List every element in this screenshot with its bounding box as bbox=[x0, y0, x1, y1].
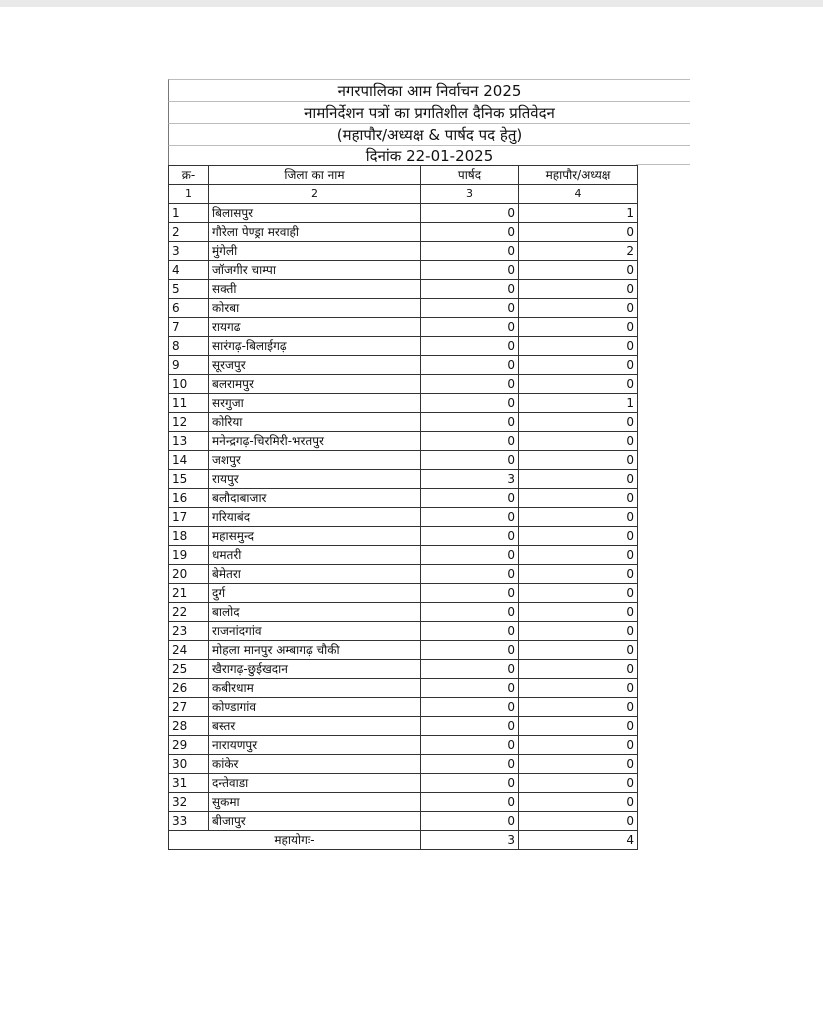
district-cell: दन्तेवाडा bbox=[209, 774, 421, 793]
serial-cell: 8 bbox=[169, 337, 209, 356]
parshad-cell: 0 bbox=[421, 698, 519, 717]
col-header-parshad: पार्षद bbox=[421, 166, 519, 185]
table-row bbox=[169, 755, 638, 774]
district-cell: रायगढ bbox=[209, 318, 421, 337]
mahapaur-cell: 0 bbox=[519, 774, 638, 793]
mahapaur-cell: 0 bbox=[519, 451, 638, 470]
table-row bbox=[169, 337, 638, 356]
table-row bbox=[169, 622, 638, 641]
mahapaur-cell: 0 bbox=[519, 793, 638, 812]
mahapaur-cell: 0 bbox=[519, 546, 638, 565]
col-number-4: 4 bbox=[519, 185, 638, 204]
total-mahapaur: 4 bbox=[519, 831, 638, 850]
parshad-cell: 0 bbox=[421, 603, 519, 622]
parshad-cell: 0 bbox=[421, 413, 519, 432]
serial-cell: 1 bbox=[169, 204, 209, 223]
district-cell: महासमुन्द bbox=[209, 527, 421, 546]
total-parshad: 3 bbox=[421, 831, 519, 850]
serial-cell: 27 bbox=[169, 698, 209, 717]
mahapaur-cell: 0 bbox=[519, 660, 638, 679]
serial-cell: 3 bbox=[169, 242, 209, 261]
parshad-cell: 0 bbox=[421, 394, 519, 413]
serial-cell: 28 bbox=[169, 717, 209, 736]
serial-cell: 7 bbox=[169, 318, 209, 337]
table-row bbox=[169, 318, 638, 337]
district-cell: जशपुर bbox=[209, 451, 421, 470]
parshad-cell: 0 bbox=[421, 793, 519, 812]
table-row bbox=[169, 812, 638, 831]
district-cell: राजनांदगांव bbox=[209, 622, 421, 641]
district-cell: बस्तर bbox=[209, 717, 421, 736]
table-row bbox=[169, 375, 638, 394]
district-cell: सूरजपुर bbox=[209, 356, 421, 375]
parshad-cell: 0 bbox=[421, 508, 519, 527]
table-row bbox=[169, 660, 638, 679]
report-date-row bbox=[168, 145, 690, 165]
serial-cell: 14 bbox=[169, 451, 209, 470]
district-cell: बलरामपुर bbox=[209, 375, 421, 394]
parshad-cell: 3 bbox=[421, 470, 519, 489]
parshad-cell: 0 bbox=[421, 280, 519, 299]
mahapaur-cell: 1 bbox=[519, 394, 638, 413]
parshad-cell: 0 bbox=[421, 641, 519, 660]
serial-cell: 32 bbox=[169, 793, 209, 812]
district-cell: सरगुजा bbox=[209, 394, 421, 413]
table-row bbox=[169, 413, 638, 432]
mahapaur-cell: 0 bbox=[519, 318, 638, 337]
parshad-cell: 0 bbox=[421, 774, 519, 793]
parshad-cell: 0 bbox=[421, 622, 519, 641]
mahapaur-cell: 0 bbox=[519, 299, 638, 318]
mahapaur-cell: 0 bbox=[519, 584, 638, 603]
district-cell: बीजापुर bbox=[209, 812, 421, 831]
report-title: नगरपालिका आम निर्वाचन 2025 bbox=[337, 81, 522, 100]
serial-cell: 25 bbox=[169, 660, 209, 679]
serial-cell: 9 bbox=[169, 356, 209, 375]
mahapaur-cell: 0 bbox=[519, 261, 638, 280]
parshad-cell: 0 bbox=[421, 546, 519, 565]
parshad-cell: 0 bbox=[421, 242, 519, 261]
parshad-cell: 0 bbox=[421, 660, 519, 679]
district-cell: कोण्डागांव bbox=[209, 698, 421, 717]
serial-cell: 4 bbox=[169, 261, 209, 280]
district-cell: नारायणपुर bbox=[209, 736, 421, 755]
table-row bbox=[169, 641, 638, 660]
total-row bbox=[169, 831, 638, 850]
mahapaur-cell: 2 bbox=[519, 242, 638, 261]
report-date: दिनांक 22-01-2025 bbox=[365, 146, 494, 165]
district-cell: सक्ती bbox=[209, 280, 421, 299]
col-number-1: 1 bbox=[169, 185, 209, 204]
parshad-cell: 0 bbox=[421, 375, 519, 394]
table-row bbox=[169, 603, 638, 622]
serial-cell: 6 bbox=[169, 299, 209, 318]
top-band bbox=[0, 0, 823, 7]
parshad-cell: 0 bbox=[421, 812, 519, 831]
parshad-cell: 0 bbox=[421, 451, 519, 470]
parshad-cell: 0 bbox=[421, 584, 519, 603]
mahapaur-cell: 0 bbox=[519, 470, 638, 489]
report-posts-row bbox=[168, 123, 690, 145]
parshad-cell: 0 bbox=[421, 204, 519, 223]
serial-cell: 33 bbox=[169, 812, 209, 831]
total-label: महायोगः- bbox=[169, 831, 421, 850]
parshad-cell: 0 bbox=[421, 565, 519, 584]
col-number-2: 2 bbox=[209, 185, 421, 204]
parshad-cell: 0 bbox=[421, 261, 519, 280]
table-row bbox=[169, 280, 638, 299]
table-row bbox=[169, 736, 638, 755]
mahapaur-cell: 0 bbox=[519, 223, 638, 242]
serial-cell: 23 bbox=[169, 622, 209, 641]
parshad-cell: 0 bbox=[421, 717, 519, 736]
report-posts: (महापौर/अध्यक्ष & पार्षद पद हेतु) bbox=[336, 125, 523, 144]
mahapaur-cell: 0 bbox=[519, 679, 638, 698]
col-number-3: 3 bbox=[421, 185, 519, 204]
table-row bbox=[169, 470, 638, 489]
parshad-cell: 0 bbox=[421, 736, 519, 755]
table-row bbox=[169, 565, 638, 584]
district-cell: सारंगढ़-बिलाईगढ़ bbox=[209, 337, 421, 356]
district-cell: बेमेतरा bbox=[209, 565, 421, 584]
report-subtitle: नामनिर्देशन पत्रों का प्रगतिशील दैनिक प्रतिवेदन bbox=[304, 103, 555, 122]
table-row bbox=[169, 394, 638, 413]
district-cell: बलौदाबाजार bbox=[209, 489, 421, 508]
district-cell: कबीरधाम bbox=[209, 679, 421, 698]
serial-cell: 22 bbox=[169, 603, 209, 622]
serial-cell: 24 bbox=[169, 641, 209, 660]
table-row bbox=[169, 223, 638, 242]
table-row bbox=[169, 432, 638, 451]
parshad-cell: 0 bbox=[421, 337, 519, 356]
table-header-row bbox=[169, 166, 638, 185]
district-cell: बिलासपुर bbox=[209, 204, 421, 223]
table-row bbox=[169, 527, 638, 546]
district-cell: मोहला मानपुर अम्बागढ़ चौकी bbox=[209, 641, 421, 660]
district-cell: धमतरी bbox=[209, 546, 421, 565]
serial-cell: 19 bbox=[169, 546, 209, 565]
parshad-cell: 0 bbox=[421, 318, 519, 337]
serial-cell: 26 bbox=[169, 679, 209, 698]
district-cell: मुंगेली bbox=[209, 242, 421, 261]
district-cell: खैरागढ़-छुईखदान bbox=[209, 660, 421, 679]
mahapaur-cell: 1 bbox=[519, 204, 638, 223]
table-row bbox=[169, 489, 638, 508]
table-row bbox=[169, 793, 638, 812]
mahapaur-cell: 0 bbox=[519, 812, 638, 831]
report-title-row bbox=[168, 79, 690, 101]
table-row bbox=[169, 717, 638, 736]
table-row bbox=[169, 584, 638, 603]
district-cell: रायपुर bbox=[209, 470, 421, 489]
district-cell: बालोद bbox=[209, 603, 421, 622]
serial-cell: 13 bbox=[169, 432, 209, 451]
parshad-cell: 0 bbox=[421, 489, 519, 508]
district-cell: सुकमा bbox=[209, 793, 421, 812]
report-sheet bbox=[168, 79, 690, 850]
table-row bbox=[169, 698, 638, 717]
table-row bbox=[169, 679, 638, 698]
district-cell: कोरिया bbox=[209, 413, 421, 432]
district-cell: मनेन्द्रगढ़-चिरमिरी-भरतपुर bbox=[209, 432, 421, 451]
mahapaur-cell: 0 bbox=[519, 717, 638, 736]
parshad-cell: 0 bbox=[421, 223, 519, 242]
table-row bbox=[169, 356, 638, 375]
table-row bbox=[169, 261, 638, 280]
serial-cell: 11 bbox=[169, 394, 209, 413]
report-subtitle-row bbox=[168, 101, 690, 123]
mahapaur-cell: 0 bbox=[519, 622, 638, 641]
mahapaur-cell: 0 bbox=[519, 432, 638, 451]
serial-cell: 15 bbox=[169, 470, 209, 489]
mahapaur-cell: 0 bbox=[519, 375, 638, 394]
column-number-row bbox=[169, 185, 638, 204]
serial-cell: 20 bbox=[169, 565, 209, 584]
mahapaur-cell: 0 bbox=[519, 337, 638, 356]
mahapaur-cell: 0 bbox=[519, 413, 638, 432]
serial-cell: 21 bbox=[169, 584, 209, 603]
serial-cell: 18 bbox=[169, 527, 209, 546]
mahapaur-cell: 0 bbox=[519, 641, 638, 660]
serial-cell: 10 bbox=[169, 375, 209, 394]
serial-cell: 12 bbox=[169, 413, 209, 432]
district-cell: जॉजगीर चाम्पा bbox=[209, 261, 421, 280]
mahapaur-cell: 0 bbox=[519, 736, 638, 755]
mahapaur-cell: 0 bbox=[519, 356, 638, 375]
parshad-cell: 0 bbox=[421, 356, 519, 375]
table-row bbox=[169, 774, 638, 793]
parshad-cell: 0 bbox=[421, 755, 519, 774]
table-row bbox=[169, 242, 638, 261]
district-cell: गरियाबंद bbox=[209, 508, 421, 527]
serial-cell: 29 bbox=[169, 736, 209, 755]
mahapaur-cell: 0 bbox=[519, 603, 638, 622]
table-row bbox=[169, 508, 638, 527]
table-row bbox=[169, 299, 638, 318]
mahapaur-cell: 0 bbox=[519, 508, 638, 527]
nomination-table bbox=[168, 165, 638, 850]
district-cell: कांकेर bbox=[209, 755, 421, 774]
table-row bbox=[169, 451, 638, 470]
parshad-cell: 0 bbox=[421, 432, 519, 451]
col-header-mahapaur: महापौर/अध्यक्ष bbox=[519, 166, 638, 185]
table-row bbox=[169, 204, 638, 223]
table-row bbox=[169, 546, 638, 565]
mahapaur-cell: 0 bbox=[519, 527, 638, 546]
col-header-district: जिला का नाम bbox=[209, 166, 421, 185]
serial-cell: 17 bbox=[169, 508, 209, 527]
col-header-serial: क्र- bbox=[169, 166, 209, 185]
mahapaur-cell: 0 bbox=[519, 489, 638, 508]
parshad-cell: 0 bbox=[421, 299, 519, 318]
district-cell: गौरेला पेण्ड्रा मरवाही bbox=[209, 223, 421, 242]
serial-cell: 30 bbox=[169, 755, 209, 774]
district-cell: दुर्ग bbox=[209, 584, 421, 603]
serial-cell: 31 bbox=[169, 774, 209, 793]
serial-cell: 5 bbox=[169, 280, 209, 299]
mahapaur-cell: 0 bbox=[519, 565, 638, 584]
district-cell: कोरबा bbox=[209, 299, 421, 318]
parshad-cell: 0 bbox=[421, 679, 519, 698]
mahapaur-cell: 0 bbox=[519, 698, 638, 717]
serial-cell: 2 bbox=[169, 223, 209, 242]
serial-cell: 16 bbox=[169, 489, 209, 508]
mahapaur-cell: 0 bbox=[519, 755, 638, 774]
mahapaur-cell: 0 bbox=[519, 280, 638, 299]
parshad-cell: 0 bbox=[421, 527, 519, 546]
